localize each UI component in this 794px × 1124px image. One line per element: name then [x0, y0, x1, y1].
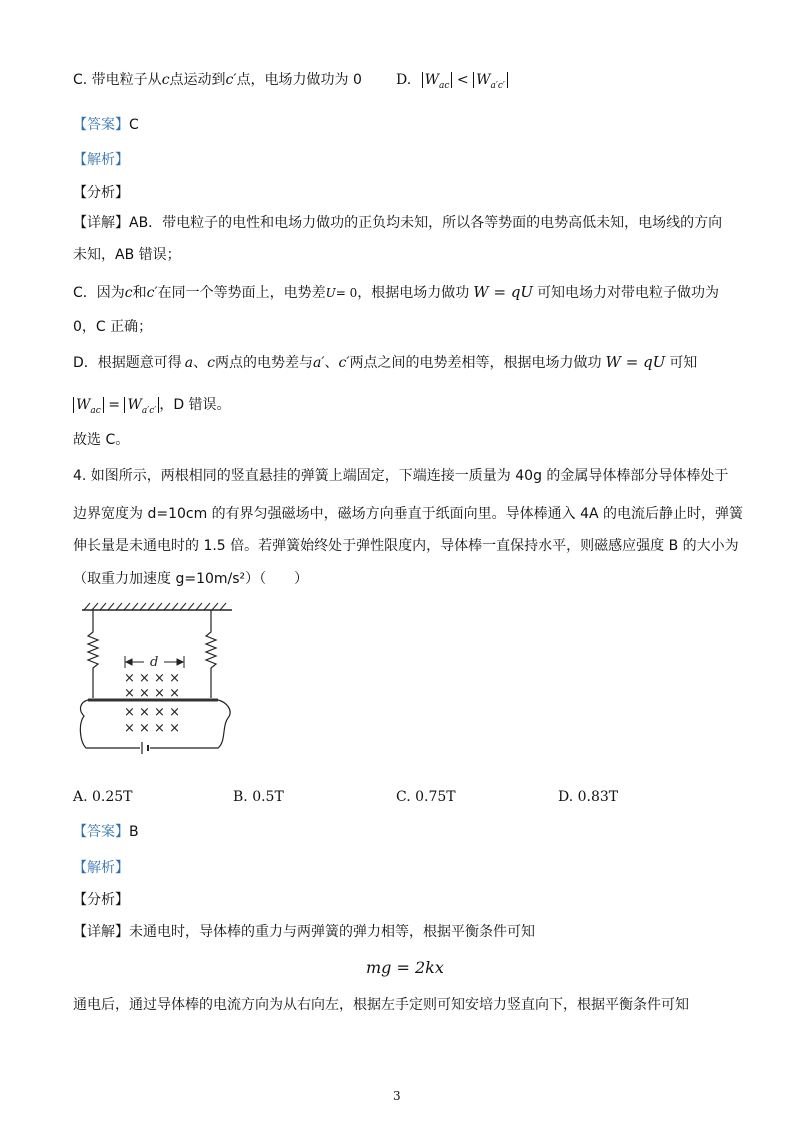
- text: 可知: [669, 355, 698, 371]
- option-c: C. 0.75T: [396, 789, 456, 805]
- text: 、: [324, 355, 339, 371]
- sub-a-c-prime: a′c′: [141, 405, 157, 416]
- option-b: B. 0.5T: [233, 789, 284, 805]
- svg-text:× × × ×: × × × ×: [124, 686, 180, 701]
- w-symbol: W: [76, 397, 91, 413]
- detail-1-line-1: [73, 213, 722, 233]
- formula-w-qu: W = qU: [473, 283, 534, 301]
- ceiling-hatch: [84, 603, 226, 610]
- question-4-line-4: （取重力加速度 g=10m/s²）（ ）: [73, 571, 309, 587]
- detail-tag: 【详解】: [73, 215, 129, 231]
- text: 两点之间的电势差相等，根据电场力做功: [349, 355, 602, 371]
- spring-magnetic-field-figure: [76, 602, 246, 772]
- sub-a-c-prime: a′c′: [490, 80, 505, 91]
- abs-w-a-c-prime: [124, 397, 159, 416]
- question-4-line-2: 边界宽度为 d=10cm 的有界匀强磁场中，磁场方向垂直于纸面向里。导体棒通入 4A 的电流后静止时，弹簧: [73, 506, 744, 522]
- text: 、: [193, 355, 208, 371]
- page-number: 3: [393, 1089, 401, 1103]
- option-c-label: C. 带电粒子从: [73, 72, 162, 88]
- text: C．因为: [73, 285, 125, 301]
- var-c: c: [161, 72, 170, 88]
- option-c-line: [73, 70, 362, 90]
- var-c: c: [207, 355, 215, 371]
- answer-tag: 【答案】: [73, 824, 129, 840]
- detail-1-line-4: 0，C 正确；: [73, 319, 153, 335]
- formula-w-qu: W = qU: [605, 353, 666, 371]
- detail-1-line-5: [73, 352, 697, 373]
- abs-w-ac: [422, 72, 453, 91]
- text: 和: [132, 285, 147, 301]
- var-c-prime: c′: [225, 72, 237, 88]
- text: 可知电场力对带电粒子做功为: [537, 285, 720, 301]
- w-symbol: W: [424, 72, 440, 88]
- jiexi-1: 【解析】: [73, 152, 129, 168]
- formula-mg-2kx: mg = 2kx: [366, 958, 444, 977]
- label-d: d: [150, 655, 159, 670]
- answer-value: C: [129, 117, 139, 133]
- option-d: D. 0.83T: [558, 789, 619, 805]
- text: 两点的电势差与: [214, 355, 313, 371]
- sub-ac: ac: [439, 80, 450, 91]
- detail-text: 未通电时，导体棒的重力与两弹簧的弹力相等，根据平衡条件可知: [129, 924, 535, 940]
- answer-2: [73, 822, 139, 842]
- option-a: A. 0.25T: [73, 789, 133, 805]
- text: ，根据电场力做功: [357, 285, 470, 301]
- var-u: U: [325, 286, 336, 300]
- option-d-line: D. $W_{ac} < W_{a'c'}$: [396, 70, 508, 96]
- answer-1: [73, 115, 139, 135]
- answer-value: B: [129, 824, 139, 840]
- var-a: a: [184, 355, 194, 371]
- var-c-prime: c′: [146, 285, 158, 301]
- var-c-prime: c′: [338, 355, 350, 371]
- svg-text:× × × ×: × × × ×: [124, 721, 180, 736]
- detail-tag: 【详解】: [73, 924, 129, 940]
- answer-tag: 【答案】: [73, 117, 129, 133]
- detail-1-line-3: [73, 282, 719, 303]
- option-d-label: D.: [396, 72, 412, 88]
- detail-1-line-6: $W_{ac} = W_{a'c'}$ ，D 错误。: [73, 395, 231, 421]
- detail-2-line-1: [73, 922, 535, 942]
- var-c: c: [124, 285, 133, 301]
- sub-ac: ac: [90, 405, 101, 416]
- question-4-line-3: 伸长量是未通电时的 1.5 倍。若弹簧始终处于弹性限度内，导体棒一直保持水平，则磁感应强度 B 的大小为: [73, 538, 739, 554]
- option-c-mid: 点运动到: [169, 72, 226, 88]
- detail-text: AB．带电粒子的电性和电场力做功的正负均未知，所以各等势面的电势高低未知，电场线的方向: [129, 215, 723, 231]
- detail-2-line-2: 通电后，通过导体棒的电流方向为从右向左，根据左手定则可知安培力竖直向下，根据平衡条件可知: [73, 997, 689, 1013]
- magnetic-field-crosses: [124, 671, 180, 736]
- conclusion-1: 故选 C。: [73, 432, 130, 448]
- abs-w-ac: [73, 397, 104, 416]
- question-4-line-1: 4. 如图所示，两根相同的竖直悬挂的弹簧上端固定，下端连接一质量为 40g 的金属导体棒部分导体棒处于: [73, 468, 729, 484]
- right-spring: [206, 610, 216, 698]
- left-spring: [88, 610, 98, 698]
- svg-text:× × × ×: × × × ×: [124, 671, 180, 686]
- text: ，D 错误。: [159, 397, 231, 413]
- w-symbol: W: [476, 72, 491, 88]
- w-symbol: W: [127, 397, 142, 413]
- detail-1-line-2: 未知，AB 错误；: [73, 247, 181, 263]
- abs-w-a-c-prime: [473, 72, 508, 91]
- jiexi-2: 【解析】: [73, 860, 129, 876]
- fenxi-2: 【分析】: [73, 892, 129, 908]
- svg-text:× × × ×: × × × ×: [124, 705, 180, 720]
- equals-zero: = 0: [335, 286, 358, 300]
- var-a-prime: a′: [312, 355, 325, 371]
- fenxi-1: 【分析】: [73, 185, 129, 201]
- text: D．根据题意可得: [73, 355, 182, 371]
- option-c-tail: 点，电场力做功为 0: [236, 72, 362, 88]
- text: 在同一个等势面上，电势差: [157, 285, 326, 301]
